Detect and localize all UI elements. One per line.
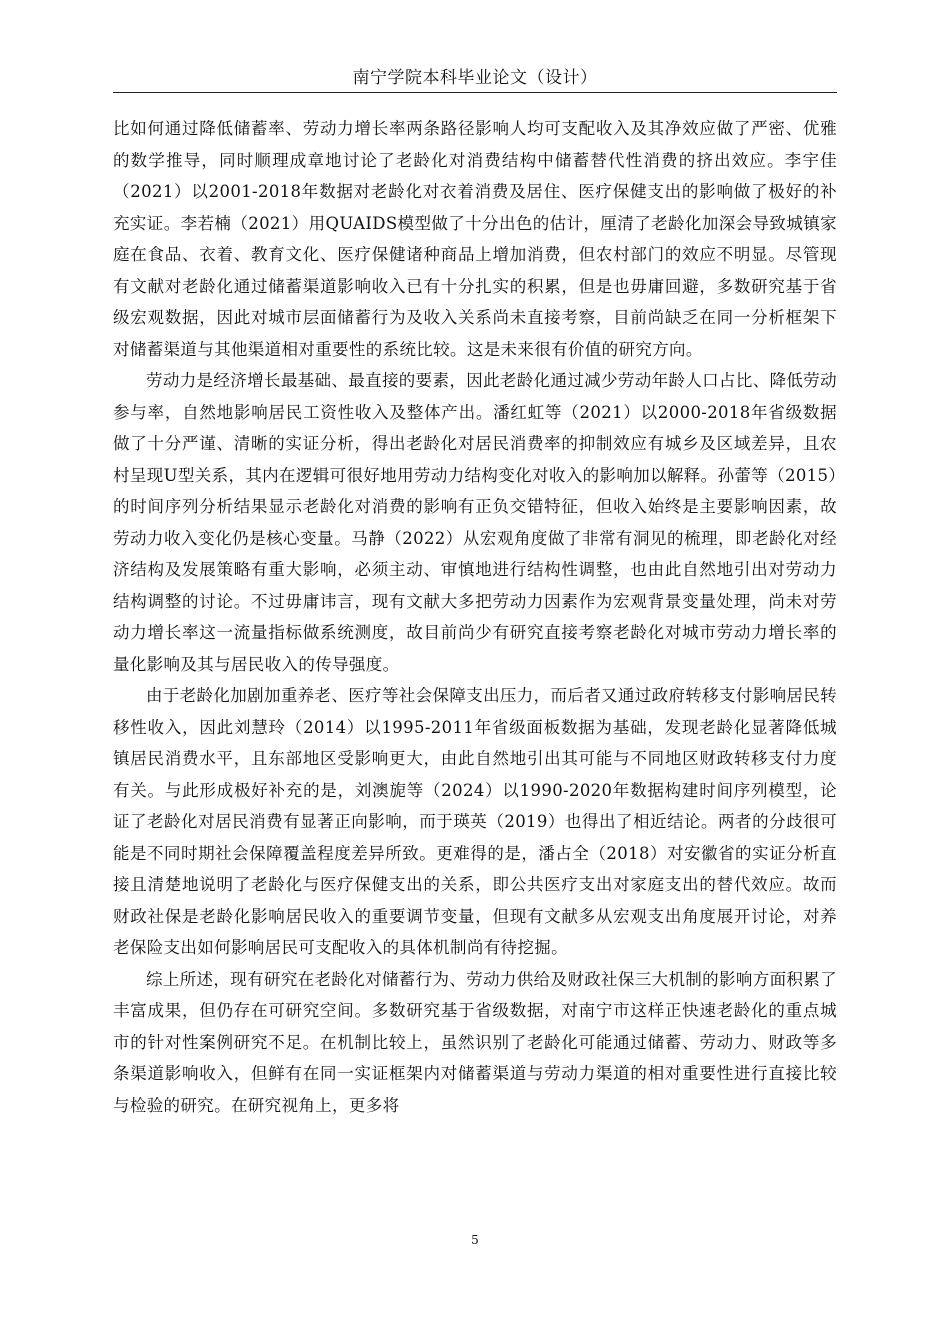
paragraph-labor: 劳动力是经济增长最基础、最直接的要素，因此老龄化通过减少劳动年龄人口占比、降低劳动参与率，自然地影响居民工资性收入及整体产出。潘红虹等（2021）以2000-2018年省级数据做了十分严谨、清晰的实证分析，得出老龄化对居民消费率的抑制效应有城乡及区域差异，且农村呈现U型关系，其内在逻辑可很好地用劳动力结构变化对收入的影响加以解释。孙蕾等（2015）的时间序列分析结果显示老龄化对消费的影响有正负交错特征，但收入始终是主要影响因素，故劳动力收入变化仍是核心变量。马静（2022）从宏观角度做了非常有洞见的梳理，即老龄化对经济结构及发展策略有重大影响，必须主动、审慎地进行结构性调整，也由此自然地引出对劳动力结构调整的讨论。不过毋庸讳言，现有文献大多把劳动力因素作为宏观背景变量处理，尚未对劳动力增长率这一流量指标做系统测度，故目前尚少有研究直接考察老龄化对城市劳动力增长率的量化影响及其与居民收入的传导强度。 — [113, 371, 837, 674]
header-divider — [113, 92, 837, 93]
paragraph-continuation: 比如何通过降低储蓄率、劳动力增长率两条路径影响人均可支配收入及其净效应做了严密、优雅的数学推导，同时顺理成章地讨论了老龄化对消费结构中储蓄替代性消费的挤出效应。李宇佳（2021）以2001-2018年数据对老龄化对衣着消费及居住、医疗保健支出的影响做了极好的补充实证。李若楠（2021）用QUAIDS模型做了十分出色的估计，厘清了老龄化加深会导致城镇家庭在食品、衣着、教育文化、医疗保健诸种商品上增加消费，但农村部门的效应不明显。尽管现有文献对老龄化通过储蓄渠道影响收入已有十分扎实的积累，但是也毋庸回避，多数研究基于省级宏观数据，因此对城市层面储蓄行为及收入关系尚未直接考察，目前尚缺乏在同一分析框架下对储蓄渠道与其他渠道相对重要性的系统比较。这是未来很有价值的研究方向。 — [113, 119, 837, 359]
page-header-title: 南宁学院本科毕业论文（设计） — [352, 68, 598, 88]
page-number: 5 — [471, 1233, 479, 1247]
paragraph-fiscal-social-security: 由于老龄化加剧加重养老、医疗等社会保障支出压力，而后者又通过政府转移支付影响居民转移性收入，因此刘慧玲（2014）以1995-2011年省级面板数据为基础，发现老龄化显著降低城镇居民消费水平，且东部地区受影响更大，由此自然地引出其可能与不同地区财政转移支付力度有关。与此形成极好补充的是，刘澳旎等（2024）以1990-2020年数据构建时间序列模型，论证了老龄化对居民消费有显著正向影响，而于瑛英（2019）也得出了相近结论。两者的分歧很可能是不同时期社会保障覆盖程度差异所致。更难得的是，潘占全（2018）对安徽省的实证分析直接且清楚地说明了老龄化与医疗保健支出的关系，即公共医疗支出对家庭支出的替代效应。故而财政社保是老龄化影响居民收入的重要调节变量，但现有文献多从宏观支出角度展开讨论，对养老保险支出如何影响居民可支配收入的具体机制尚有待挖掘。 — [113, 686, 837, 957]
body-text — [113, 113, 837, 1121]
paragraph-summary: 综上所述，现有研究在老龄化对储蓄行为、劳动力供给及财政社保三大机制的影响方面积累了丰富成果，但仍存在可研究空间。多数研究基于省级数据，对南宁市这样正快速老龄化的重点城市的针对性案例研究不足。在机制比较上，虽然识别了老龄化可能通过储蓄、劳动力、财政等多条渠道影响收入，但鲜有在同一实证框架内对储蓄渠道与劳动力渠道的相对重要性进行直接比较与检验的研究。在研究视角上，更多将 — [113, 969, 837, 1115]
